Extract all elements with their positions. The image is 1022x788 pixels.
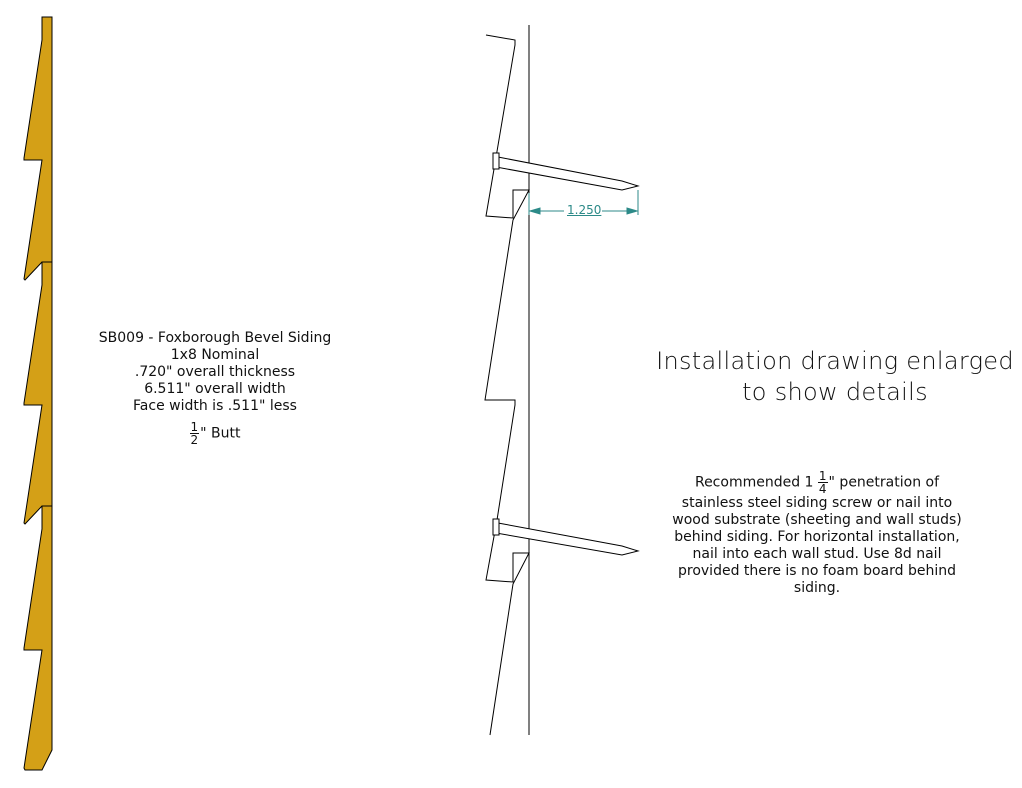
product-spec-block xyxy=(70,330,360,446)
butt-size xyxy=(70,421,360,446)
siding-board xyxy=(24,506,52,770)
drawing-headline xyxy=(650,346,1020,408)
siding-outline xyxy=(485,35,529,735)
headline-line-1: Installation drawing enlarged xyxy=(656,347,1014,375)
installation-note xyxy=(672,470,962,597)
overall-thickness: .720" overall thickness xyxy=(134,364,296,380)
penetration-fraction: $\frac{1}{4}$ xyxy=(818,469,827,496)
siding-board xyxy=(24,262,52,524)
nail-top xyxy=(493,153,638,190)
face-width: Face width is .511" less xyxy=(133,398,297,414)
headline-line-2: to show details xyxy=(742,378,928,406)
installation-profile xyxy=(485,25,529,735)
siding-profile-stack xyxy=(24,17,52,770)
penetration-dimension-label: 1.250 xyxy=(567,203,602,217)
nominal-size: 1x8 Nominal xyxy=(170,347,260,363)
product-name: SB009 - Foxborough Bevel Siding xyxy=(98,330,332,346)
siding-board xyxy=(24,17,52,280)
butt-fraction: $\frac{1}{2}$ xyxy=(190,420,199,447)
note-body: " penetration of stainless steel siding screw or nail into wood substrate (sheeting and wall studs) behind siding. For horizontal installation, nail into each wall stud. Use 8d nail provided there is no foam board behind siding. xyxy=(672,474,962,596)
butt-label: " Butt xyxy=(200,425,241,442)
note-prefix: Recommended 1 xyxy=(694,474,818,491)
overall-width: 6.511" overall width xyxy=(144,381,286,397)
nail-bottom xyxy=(493,519,638,555)
